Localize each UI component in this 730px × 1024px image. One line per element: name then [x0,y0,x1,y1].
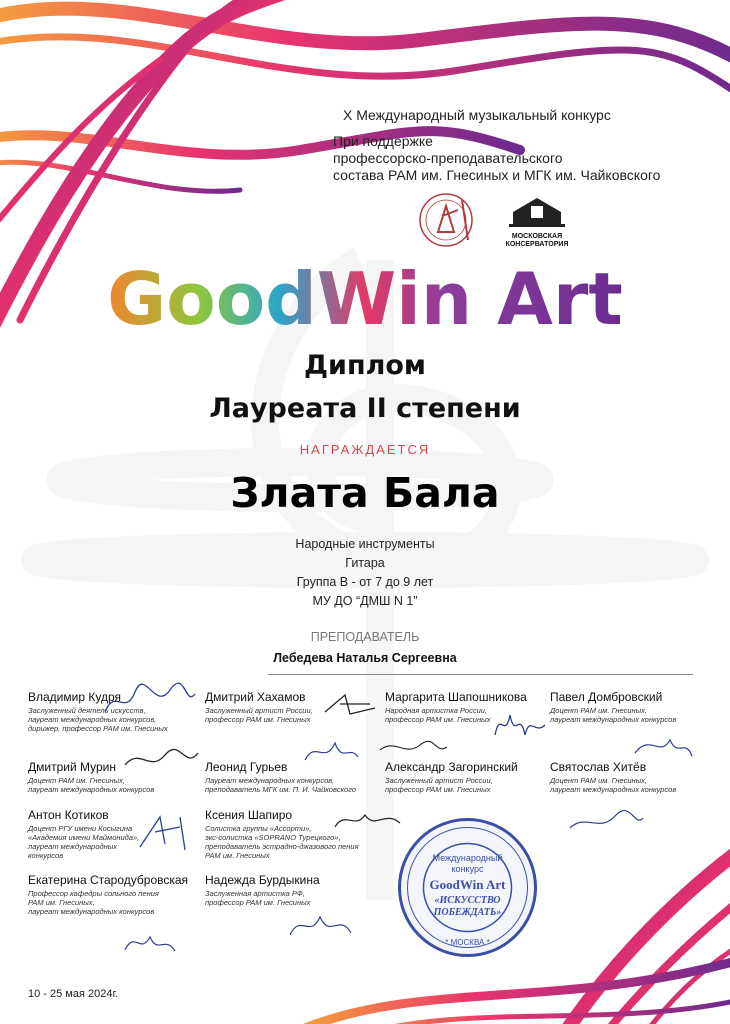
jury-title: Лауреат международных конкурсов, преподаватель МГК им. П. И. Чайковского [205,776,356,794]
jury-name: Леонид Гурьев [205,760,288,774]
stamp-text-5: ПОБЕЖДАТЬ» [433,907,502,918]
signature-kotikov [135,812,195,852]
jury-name: Дмитрий Мурин [28,760,116,774]
jury-member [385,760,570,794]
teacher-name: Лебедева Наталья Сергеевна [273,651,457,665]
jury-member [205,873,390,907]
signature-khakhamov [320,690,380,720]
jury-name: Александр Загоринский [385,760,518,774]
jury-title: Заслуженный артист России, профессор РАМ им. Гнесиных [385,776,493,794]
teacher-label: ПРЕПОДАВАТЕЛЬ [310,630,420,644]
conservatory-logo [503,190,571,249]
detail-line: Народные инструменты [295,537,435,551]
signature-burdykina [285,905,355,945]
jury-title: Заслуженный деятель искусств, лауреат международных конкурсов, дирижер, профессор РАМ им. Гнесиных [28,706,168,733]
jury-title: Заслуженный артист России, профессор РАМ им. Гнесиных [205,706,313,724]
jury-title: Профессор кафедры сольного пения РАМ им. Гнесиных, лауреат международных конкурсов [28,889,159,916]
divider [268,674,693,675]
official-stamp [395,815,540,960]
jury-name: Маргарита Шапошникова [385,690,527,704]
jury-name: Павел Домбровский [550,690,663,704]
support-line-3: состава РАМ им. Гнесиных и МГК им. Чайковского [333,167,661,183]
jury-member [550,690,730,724]
brand-logo [0,258,730,338]
support-line-2: профессорско-преподавательского [333,150,563,166]
stamp-text-4: «ИСКУССТВО [434,895,501,906]
jury-title: Доцент РАМ им. Гнесиных, лауреат международных конкурсов [550,776,677,794]
conservatory-building-icon [503,190,571,228]
detail-line: Группа B - от 7 до 9 лет [296,575,434,589]
jury-name: Антон Котиков [28,808,109,822]
detail-line: Гитара [345,556,385,570]
stamp-text-2: конкурс [451,864,484,874]
jury-name: Надежда Бурдыкина [205,873,320,887]
brand-text: GoodWin Art [107,258,623,338]
signature-kudrya [100,682,200,722]
jury-title: Народная артистка России, профессор РАМ им. Гнесиных [385,706,491,724]
competition-line: X Международный музыкальный конкурс [343,107,611,123]
detail-line: МУ ДО “ДМШ N 1” [312,594,418,608]
diploma-subtitle: Лауреата II степени [209,393,521,424]
awarded-label: НАГРАЖДАЕТСЯ [299,442,431,457]
signature-zagorinsky [375,735,450,760]
conservatory-name-top: МОСКОВСКАЯ [511,233,563,240]
jury-title: Доцент РГУ имени Косыгина «Академия имени Маймонида», лауреат международных конкурсов [28,824,140,860]
stamp-text-3: GoodWin Art [429,877,506,892]
jury-name: Ксения Шапиро [205,808,293,822]
recipient-name: Злата Бала [230,469,500,517]
diploma-title: Диплом [303,350,426,381]
jury-name: Екатерина Стародубровская [28,873,189,887]
jury-title: Доцент РАМ им. Гнесиных, лауреат международных конкурсов [550,706,677,724]
jury-name: Владимир Кудря [28,690,121,704]
signature-murin [120,745,200,775]
jury-name: Святослав Хитёв [550,760,647,774]
jury-title: Доцент РАМ им. Гнесиных, лауреат международных конкурсов [28,776,155,794]
jury-title: Заслуженная артистка РФ, профессор РАМ им. Гнесиных [205,889,311,907]
event-dates: 10 - 25 мая 2024г. [28,988,119,1000]
conservatory-name-bottom: КОНСЕРВАТОРИЯ [505,241,569,248]
signature-guryev [300,735,360,770]
stamp-text-bottom: * МОСКВА * [445,938,490,947]
stamp-seal-icon [395,815,540,960]
jury-member [28,873,213,916]
jury-member [205,760,390,794]
signature-shapiro [330,805,405,835]
jury-title: Солистка группы «Ассорти», экс-солистка «SOPRANO Турецкого», преподаватель эстрадно-джазового пения РАМ им. Гнесиных [205,824,359,860]
support-line: При поддержке [333,133,433,149]
signature-dombrovsky [630,728,695,768]
signature-khitev [565,808,645,836]
signature-shaposhnikova [490,705,550,745]
jury-name: Дмитрий Хахамов [205,690,306,704]
stamp-text-1: Международный [432,853,503,863]
signature-starodubrovskaya [120,925,180,960]
ram-gnesins-emblem-icon [418,192,482,248]
